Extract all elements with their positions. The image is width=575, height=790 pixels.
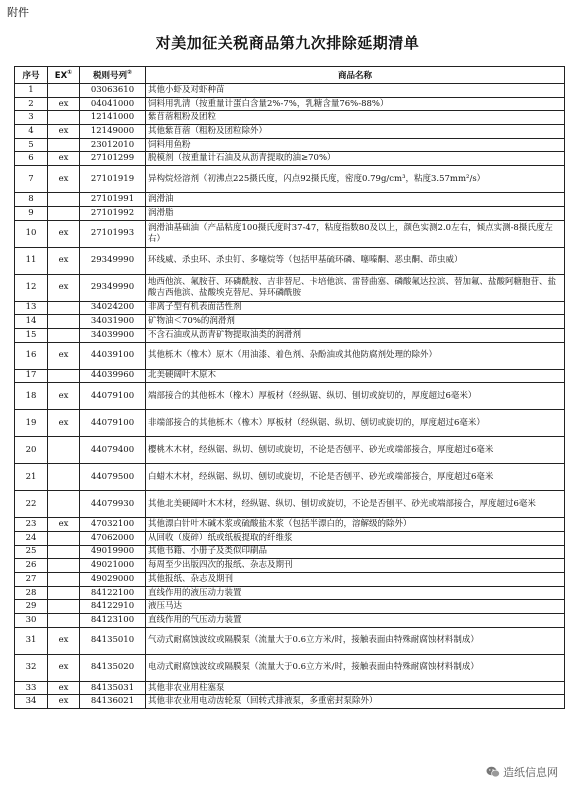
table-row	[15, 573, 565, 587]
table-row	[15, 84, 565, 98]
tariff-code-cell: 12149000	[80, 125, 146, 139]
watermark	[483, 764, 561, 780]
product-name-cell: 直线作用的液压动力装置	[146, 586, 565, 600]
seq-cell: 12	[15, 274, 48, 301]
seq-cell: 27	[15, 573, 48, 587]
product-name-cell: 其他小虾及对虾种苗	[146, 84, 565, 98]
tariff-code-cell: 47032100	[80, 518, 146, 532]
product-name-cell: 非端部接合的其他栎木（橡木）厚板材（经纵锯、纵切、刨切或旋切的，厚度超过6毫米）	[146, 410, 565, 437]
table-row	[15, 518, 565, 532]
product-name-cell: 地西他滨、氟胺苷、环磷酰胺、吉非替尼、卡培他滨、雷替曲塞、磷酸氟达拉滨、替加氟、盐酸阿糖胞苷、盐酸吉西他滨、盐酸埃克替尼、异环磷酰胺	[146, 274, 565, 301]
ex-cell	[48, 315, 80, 329]
seq-cell: 25	[15, 545, 48, 559]
seq-cell: 2	[15, 97, 48, 111]
exclusion-list-table	[14, 66, 565, 709]
table-row	[15, 383, 565, 410]
product-name-cell: 异构烷烃溶剂（初沸点225摄氏度，闪点92摄氏度，密度0.79g/cm³，粘度3.57mm²/s）	[146, 166, 565, 193]
ex-cell: ex	[48, 383, 80, 410]
seq-cell: 31	[15, 627, 48, 654]
product-name-cell: 其他紫苜蓿（粗粉及团粒除外）	[146, 125, 565, 139]
tariff-code-cell: 44079930	[80, 491, 146, 518]
ex-cell: ex	[48, 654, 80, 681]
table-row	[15, 681, 565, 695]
product-name-cell: 其他书籍、小册子及类似印刷品	[146, 545, 565, 559]
seq-cell: 8	[15, 193, 48, 207]
table-row	[15, 274, 565, 301]
ex-cell	[48, 573, 80, 587]
table-row	[15, 111, 565, 125]
seq-cell: 21	[15, 464, 48, 491]
ex-cell: ex	[48, 152, 80, 166]
table-row	[15, 166, 565, 193]
ex-cell	[48, 138, 80, 152]
product-name-cell: 端部接合的其他栎木（橡木）厚板材（经纵锯、纵切、刨切或旋切的，厚度超过6毫米）	[146, 383, 565, 410]
table-row	[15, 531, 565, 545]
table-row	[15, 600, 565, 614]
ex-cell: ex	[48, 97, 80, 111]
ex-cell: ex	[48, 518, 80, 532]
tariff-code-cell: 44039960	[80, 369, 146, 383]
ex-cell	[48, 84, 80, 98]
seq-cell: 14	[15, 315, 48, 329]
product-name-cell: 电动式耐腐蚀波纹或隔膜泵（流量大于0.6立方米/时，接触表面由特殊耐腐蚀材料制成）	[146, 654, 565, 681]
tariff-code-cell: 34039900	[80, 328, 146, 342]
seq-cell: 33	[15, 681, 48, 695]
ex-cell: ex	[48, 247, 80, 274]
table-row	[15, 193, 565, 207]
table-row	[15, 369, 565, 383]
table-row	[15, 410, 565, 437]
table-row	[15, 206, 565, 220]
table-row	[15, 545, 565, 559]
tariff-code-cell: 29349990	[80, 247, 146, 274]
seq-cell: 23	[15, 518, 48, 532]
ex-cell: ex	[48, 274, 80, 301]
attachment-label: 附件	[7, 6, 29, 19]
seq-cell: 11	[15, 247, 48, 274]
ex-cell	[48, 491, 80, 518]
ex-cell: ex	[48, 166, 80, 193]
column-header-name: 商品名称	[146, 67, 565, 84]
tariff-code-cell: 29349990	[80, 274, 146, 301]
ex-cell	[48, 586, 80, 600]
seq-cell: 34	[15, 695, 48, 709]
seq-cell: 6	[15, 152, 48, 166]
product-name-cell: 每周至少出版四次的报纸、杂志及期刊	[146, 559, 565, 573]
seq-cell: 1	[15, 84, 48, 98]
ex-cell	[48, 559, 80, 573]
tariff-code-cell: 49019900	[80, 545, 146, 559]
table-row	[15, 614, 565, 628]
seq-cell: 17	[15, 369, 48, 383]
product-name-cell: 白蜡木木材，经纵锯、纵切、刨切或旋切，不论是否刨平、砂光或端部接合，厚度超过6毫米	[146, 464, 565, 491]
ex-cell	[48, 193, 80, 207]
table-row	[15, 220, 565, 247]
seq-cell: 16	[15, 342, 48, 369]
seq-cell: 26	[15, 559, 48, 573]
table-row	[15, 559, 565, 573]
tariff-code-cell: 23012010	[80, 138, 146, 152]
table-row	[15, 491, 565, 518]
seq-cell: 24	[15, 531, 48, 545]
tariff-code-cell: 84136021	[80, 695, 146, 709]
seq-cell: 15	[15, 328, 48, 342]
seq-cell: 28	[15, 586, 48, 600]
table-row	[15, 315, 565, 329]
tariff-code-cell: 27101919	[80, 166, 146, 193]
tariff-code-cell: 84123100	[80, 614, 146, 628]
seq-cell: 22	[15, 491, 48, 518]
tariff-code-cell: 27101299	[80, 152, 146, 166]
table-row	[15, 437, 565, 464]
tariff-code-cell: 44039100	[80, 342, 146, 369]
seq-cell: 9	[15, 206, 48, 220]
tariff-code-cell: 12141000	[80, 111, 146, 125]
ex-cell	[48, 600, 80, 614]
ex-cell	[48, 531, 80, 545]
product-name-cell: 其他非农业用柱塞泵	[146, 681, 565, 695]
table-row	[15, 247, 565, 274]
seq-cell: 20	[15, 437, 48, 464]
product-name-cell: 北美硬阔叶木原木	[146, 369, 565, 383]
product-name-cell: 樱桃木木材，经纵锯、纵切、刨切或旋切，不论是否刨平、砂光或端部接合，厚度超过6毫米	[146, 437, 565, 464]
product-name-cell: 饲料用鱼粉	[146, 138, 565, 152]
tariff-code-cell: 49029000	[80, 573, 146, 587]
table-row	[15, 464, 565, 491]
product-name-cell: 非离子型有机表面活性剂	[146, 301, 565, 315]
ex-cell	[48, 301, 80, 315]
table-row	[15, 138, 565, 152]
footnote-marker: ①	[67, 69, 73, 77]
product-name-cell: 直线作用的气压动力装置	[146, 614, 565, 628]
wechat-icon	[486, 766, 500, 778]
seq-cell: 18	[15, 383, 48, 410]
product-name-cell: 从回收（废碎）纸或纸板提取的纤维浆	[146, 531, 565, 545]
ex-cell: ex	[48, 220, 80, 247]
page-title: 对美加征关税商品第九次排除延期清单	[155, 34, 420, 52]
ex-cell: ex	[48, 695, 80, 709]
product-name-cell: 润滑油基础油（产品粘度100摄氏度时37-47，粘度指数80及以上，颜色实测2.0左右，倾点实测-8摄氏度左右）	[146, 220, 565, 247]
watermark-text: 造纸信息网	[503, 766, 558, 779]
ex-cell	[48, 111, 80, 125]
ex-cell: ex	[48, 681, 80, 695]
tariff-code-cell: 34031900	[80, 315, 146, 329]
product-name-cell: 脱模剂（按重量计石油及从沥青提取的油≥70%）	[146, 152, 565, 166]
table-row	[15, 97, 565, 111]
seq-cell: 13	[15, 301, 48, 315]
product-name-cell: 液压马达	[146, 600, 565, 614]
ex-cell	[48, 206, 80, 220]
tariff-code-cell: 84135010	[80, 627, 146, 654]
product-name-cell: 紫苜蓿粗粉及团粒	[146, 111, 565, 125]
tariff-code-cell: 47062000	[80, 531, 146, 545]
tariff-code-cell: 49021000	[80, 559, 146, 573]
tariff-code-cell: 27101991	[80, 193, 146, 207]
table-row	[15, 627, 565, 654]
ex-cell	[48, 369, 80, 383]
tariff-code-cell: 04041000	[80, 97, 146, 111]
column-header-ex: EX①	[48, 67, 80, 84]
seq-cell: 4	[15, 125, 48, 139]
seq-cell: 29	[15, 600, 48, 614]
product-name-cell: 环线威、杀虫环、杀虫钉、多噻烷等（包括甲基硫环磷、噻嗪酮、恶虫酮、茚虫威）	[146, 247, 565, 274]
table-row	[15, 695, 565, 709]
seq-cell: 32	[15, 654, 48, 681]
tariff-code-cell: 84135031	[80, 681, 146, 695]
tariff-code-cell: 27101993	[80, 220, 146, 247]
tariff-code-cell: 44079500	[80, 464, 146, 491]
ex-cell: ex	[48, 125, 80, 139]
product-name-cell: 饲料用乳清（按重量计蛋白含量2%-7%，乳糖含量76%-88%）	[146, 97, 565, 111]
ex-cell	[48, 437, 80, 464]
table-row	[15, 301, 565, 315]
ex-cell: ex	[48, 627, 80, 654]
tariff-code-cell: 34024200	[80, 301, 146, 315]
table-row	[15, 125, 565, 139]
product-name-cell: 其他漂白针叶木碱木浆或硫酸盐木浆（包括半漂白的，溶解级的除外）	[146, 518, 565, 532]
table-row	[15, 328, 565, 342]
product-name-cell: 润滑脂	[146, 206, 565, 220]
table-row	[15, 342, 565, 369]
product-name-cell: 其他栎木（橡木）原木（用油漆、着色剂、杂酚油或其他防腐剂处理的除外）	[146, 342, 565, 369]
seq-cell: 19	[15, 410, 48, 437]
seq-cell: 10	[15, 220, 48, 247]
seq-cell: 30	[15, 614, 48, 628]
ex-cell: ex	[48, 342, 80, 369]
tariff-code-cell: 44079100	[80, 410, 146, 437]
ex-cell	[48, 614, 80, 628]
product-name-cell: 其他非农业用电动齿轮泵（回转式排液泵，多重密封泵除外）	[146, 695, 565, 709]
tariff-code-cell: 84135020	[80, 654, 146, 681]
tariff-code-cell: 84122100	[80, 586, 146, 600]
tariff-code-cell: 44079400	[80, 437, 146, 464]
product-name-cell: 其他北美硬阔叶木木材，经纵锯、纵切、刨切或旋切，不论是否刨平、砂光或端部接合，厚度超过6毫米	[146, 491, 565, 518]
seq-cell: 7	[15, 166, 48, 193]
tariff-code-cell: 84122910	[80, 600, 146, 614]
column-header-code: 税则号列②	[80, 67, 146, 84]
column-header-seq: 序号	[15, 67, 48, 84]
table-row	[15, 152, 565, 166]
product-name-cell: 矿物油＜70%的润滑剂	[146, 315, 565, 329]
product-name-cell: 其他报纸、杂志及期刊	[146, 573, 565, 587]
ex-cell	[48, 328, 80, 342]
table-header-row	[15, 67, 565, 84]
ex-cell	[48, 545, 80, 559]
ex-cell	[48, 464, 80, 491]
product-name-cell: 润滑油	[146, 193, 565, 207]
seq-cell: 5	[15, 138, 48, 152]
footnote-marker: ②	[126, 69, 133, 77]
product-name-cell: 不含石油或从沥青矿物提取油类的润滑剂	[146, 328, 565, 342]
tariff-code-cell: 03063610	[80, 84, 146, 98]
table-row	[15, 586, 565, 600]
seq-cell: 3	[15, 111, 48, 125]
tariff-code-cell: 27101992	[80, 206, 146, 220]
product-name-cell: 气动式耐腐蚀波纹或隔膜泵（流量大于0.6立方米/时，接触表面由特殊耐腐蚀材料制成）	[146, 627, 565, 654]
tariff-code-cell: 44079100	[80, 383, 146, 410]
table-row	[15, 654, 565, 681]
ex-cell: ex	[48, 410, 80, 437]
